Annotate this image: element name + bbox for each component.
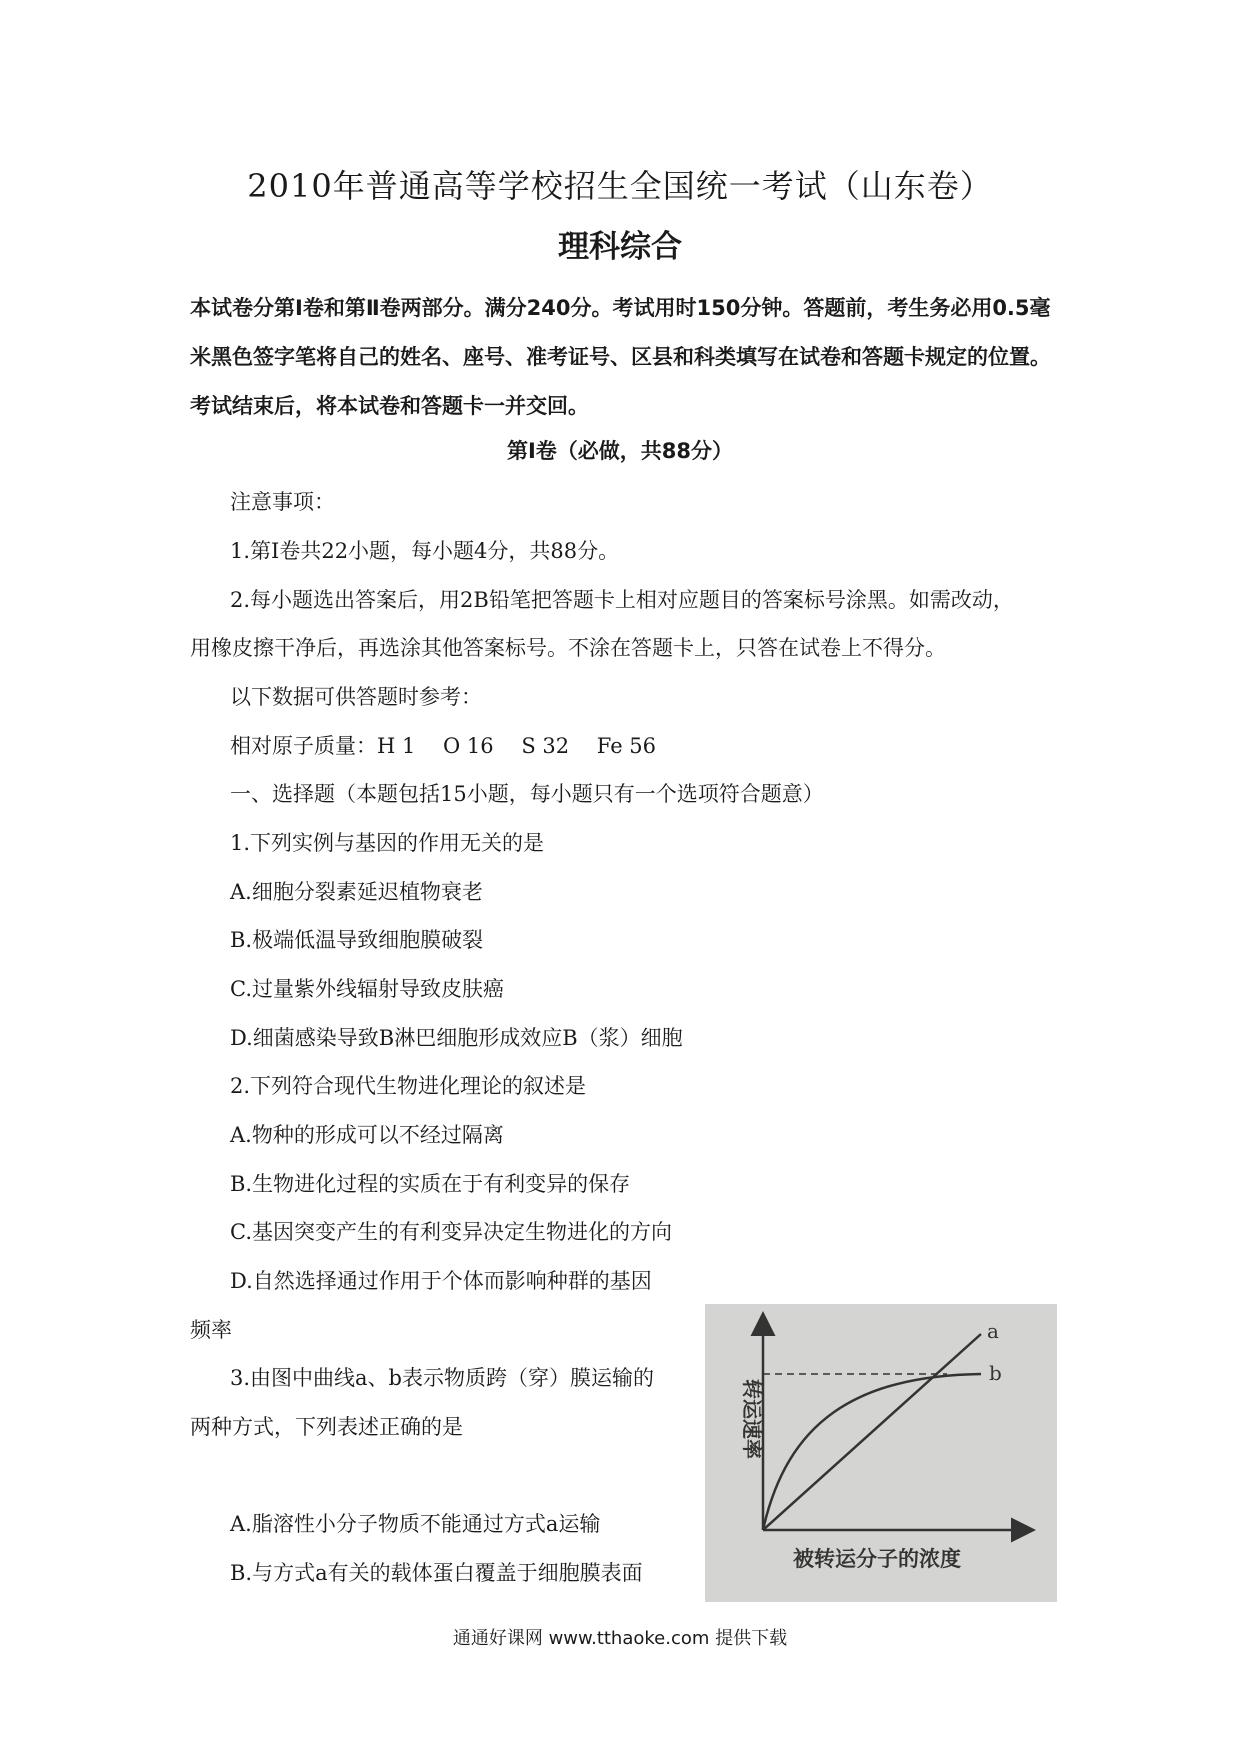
note-2-line-1: 2.每小题选出答案后，用2B铅笔把答题卡上相对应题目的答案标号涂黑。如需改动， <box>230 588 1014 612</box>
y-axis-label: 转运速率 <box>740 1379 764 1459</box>
note-2-line-2: 用橡皮擦干净后，再选涂其他答案标号。不涂在答题卡上，只答在试卷上不得分。 <box>190 636 946 660</box>
part-heading: 一、选择题（本题包括15小题，每小题只有一个选项符合题意） <box>230 782 824 806</box>
question-3-option-b: B.与方式a有关的载体蛋白覆盖于细胞膜表面 <box>230 1561 643 1585</box>
curve-a <box>763 1334 981 1530</box>
curve-b-label: b <box>989 1361 1002 1385</box>
x-axis-label: 被转运分子的浓度 <box>793 1547 961 1571</box>
page-footer: 通通好课网 www.tthaoke.com 提供下载 <box>452 1628 788 1649</box>
exam-title: 2010年普通高等学校招生全国统一考试（山东卷） <box>247 167 993 205</box>
question-2-option-b: B.生物进化过程的实质在于有利变异的保存 <box>230 1172 631 1196</box>
notes-heading: 注意事项： <box>230 490 335 514</box>
exam-subtitle: 理科综合 <box>558 229 682 265</box>
question-1-option-d: D.细菌感染导致B淋巴细胞形成效应B（浆）细胞 <box>230 1026 683 1050</box>
question-2-stem: 2.下列符合现代生物进化理论的叙述是 <box>230 1074 587 1098</box>
curve-a-label: a <box>987 1319 999 1343</box>
question-3-stem-line-1: 3.由图中曲线a、b表示物质跨（穿）膜运输的 <box>230 1366 654 1390</box>
question-2-option-c: C.基因突变产生的有利变异决定生物进化的方向 <box>230 1220 672 1244</box>
question-1-option-a: A.细胞分裂素延迟植物衰老 <box>230 880 483 904</box>
note-1: 1.第Ⅰ卷共22小题，每小题4分，共88分。 <box>230 539 620 563</box>
question-2-option-d-line-1: D.自然选择通过作用于个体而影响种群的基因 <box>230 1269 652 1293</box>
question-1-stem: 1.下列实例与基因的作用无关的是 <box>230 831 545 855</box>
question-1-option-c: C.过量紫外线辐射导致皮肤癌 <box>230 977 504 1001</box>
section-title: 第Ⅰ卷（必做，共88分） <box>506 439 734 463</box>
question-3-stem-line-2: 两种方式，下列表述正确的是 <box>190 1415 463 1439</box>
question-2-option-d-line-2: 频率 <box>190 1318 232 1342</box>
exam-intro: 本试卷分第Ⅰ卷和第Ⅱ卷两部分。满分240分。考试用时150分钟。答题前，考生务必用0.5毫米黑色签字笔将自己的姓名、座号、准考证号、区县和科类填写在试卷和答题卡规定的位置。考试结束后，将本试卷和答题卡一并交回。 <box>190 296 1051 418</box>
question-3-option-a: A.脂溶性小分子物质不能通过方式a运输 <box>230 1512 601 1536</box>
reference-heading: 以下数据可供答题时参考： <box>230 685 482 709</box>
transport-rate-figure <box>705 1304 1057 1602</box>
question-2-option-a: A.物种的形成可以不经过隔离 <box>230 1123 504 1147</box>
atomic-masses: 相对原子质量：H 1 O 16 S 32 Fe 56 <box>230 734 657 758</box>
question-1-option-b: B.极端低温导致细胞膜破裂 <box>230 928 484 952</box>
curve-b <box>763 1374 981 1530</box>
